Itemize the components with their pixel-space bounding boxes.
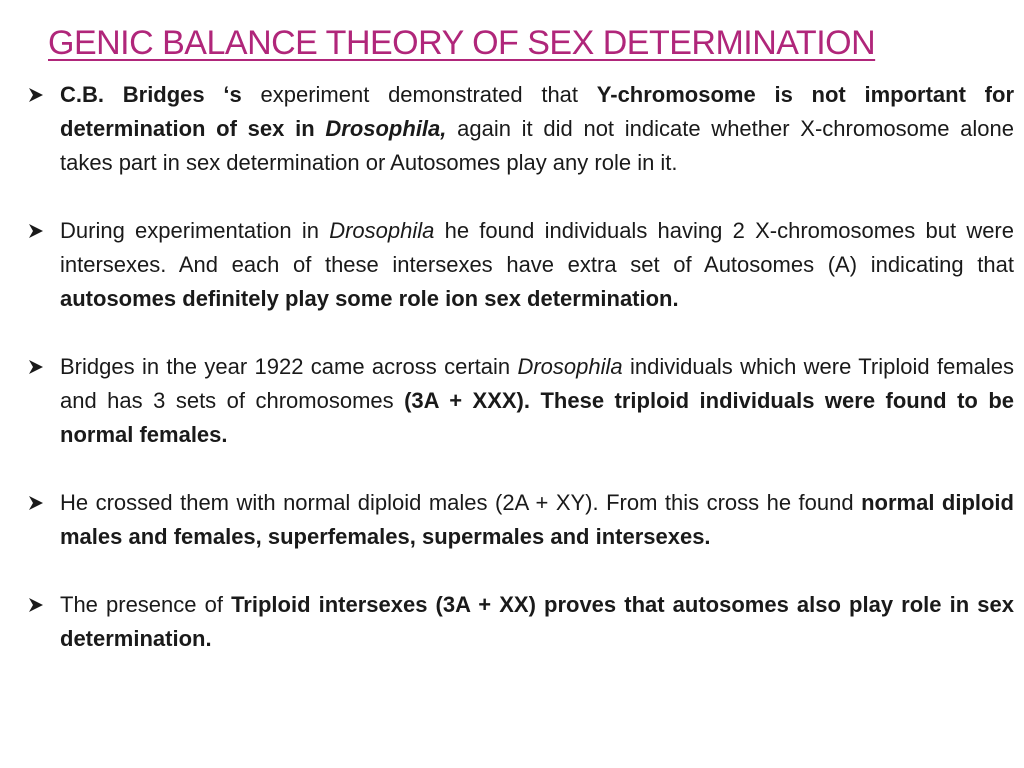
bullet-text: again it did not indicate whether X-chromosome alone takes part in sex determination or Autosomes play any role in it.: [60, 116, 1015, 175]
arrowhead-bullet-icon: [28, 223, 44, 239]
bullet-text-bold: autosomes definitely play some role ion sex determination.: [60, 286, 679, 311]
bullet-text-italic: Drosophila: [329, 218, 435, 243]
bullet-item: [22, 350, 1014, 452]
bullet-list: [22, 78, 1014, 656]
bullet-text-italic: Drosophila: [517, 354, 623, 379]
bullet-text: During experimentation in: [60, 218, 330, 243]
bullet-item: [22, 78, 1014, 180]
bullet-text: experiment demonstrated that: [241, 82, 597, 107]
bullet-text-bold: normal diploid males and females, superfemales, supermales and intersexes.: [60, 490, 1014, 549]
arrowhead-bullet-icon: [28, 87, 44, 103]
bullet-item: [22, 588, 1014, 656]
bullet-text-bold-italic: Drosophila,: [325, 116, 447, 141]
arrowhead-bullet-icon: [28, 495, 44, 511]
bullet-text-bold: Triploid intersexes (3A + XX) proves that autosomes also play role in sex determination.: [60, 592, 1014, 651]
arrowhead-bullet-icon: [28, 359, 44, 375]
bullet-text: Bridges in the year 1922 came across certain: [60, 354, 518, 379]
bullet-text-bold: C.B. Bridges ‘s: [60, 82, 242, 107]
slide-title: GENIC BALANCE THEORY OF SEX DETERMINATION: [48, 24, 876, 62]
bullet-text: He crossed them with normal diploid males (2A + XY). From this cross he found: [60, 490, 862, 515]
bullet-text: The presence of: [60, 592, 232, 617]
arrowhead-bullet-icon: [28, 597, 44, 613]
bullet-text-bold: (3A + XXX). These triploid individuals were found to be normal females.: [60, 388, 1014, 447]
bullet-item: [22, 214, 1014, 316]
bullet-text: individuals which were Triploid females and has 3 sets of chromosomes: [60, 354, 1015, 413]
bullet-text: he found individuals having 2 X-chromosomes but were intersexes. And each of these intersexes have extra set of Autosomes (A) indicating that: [60, 218, 1014, 277]
bullet-item: [22, 486, 1014, 554]
bullet-text-bold: Y-chromosome is not important for determination of sex in: [60, 82, 1015, 141]
